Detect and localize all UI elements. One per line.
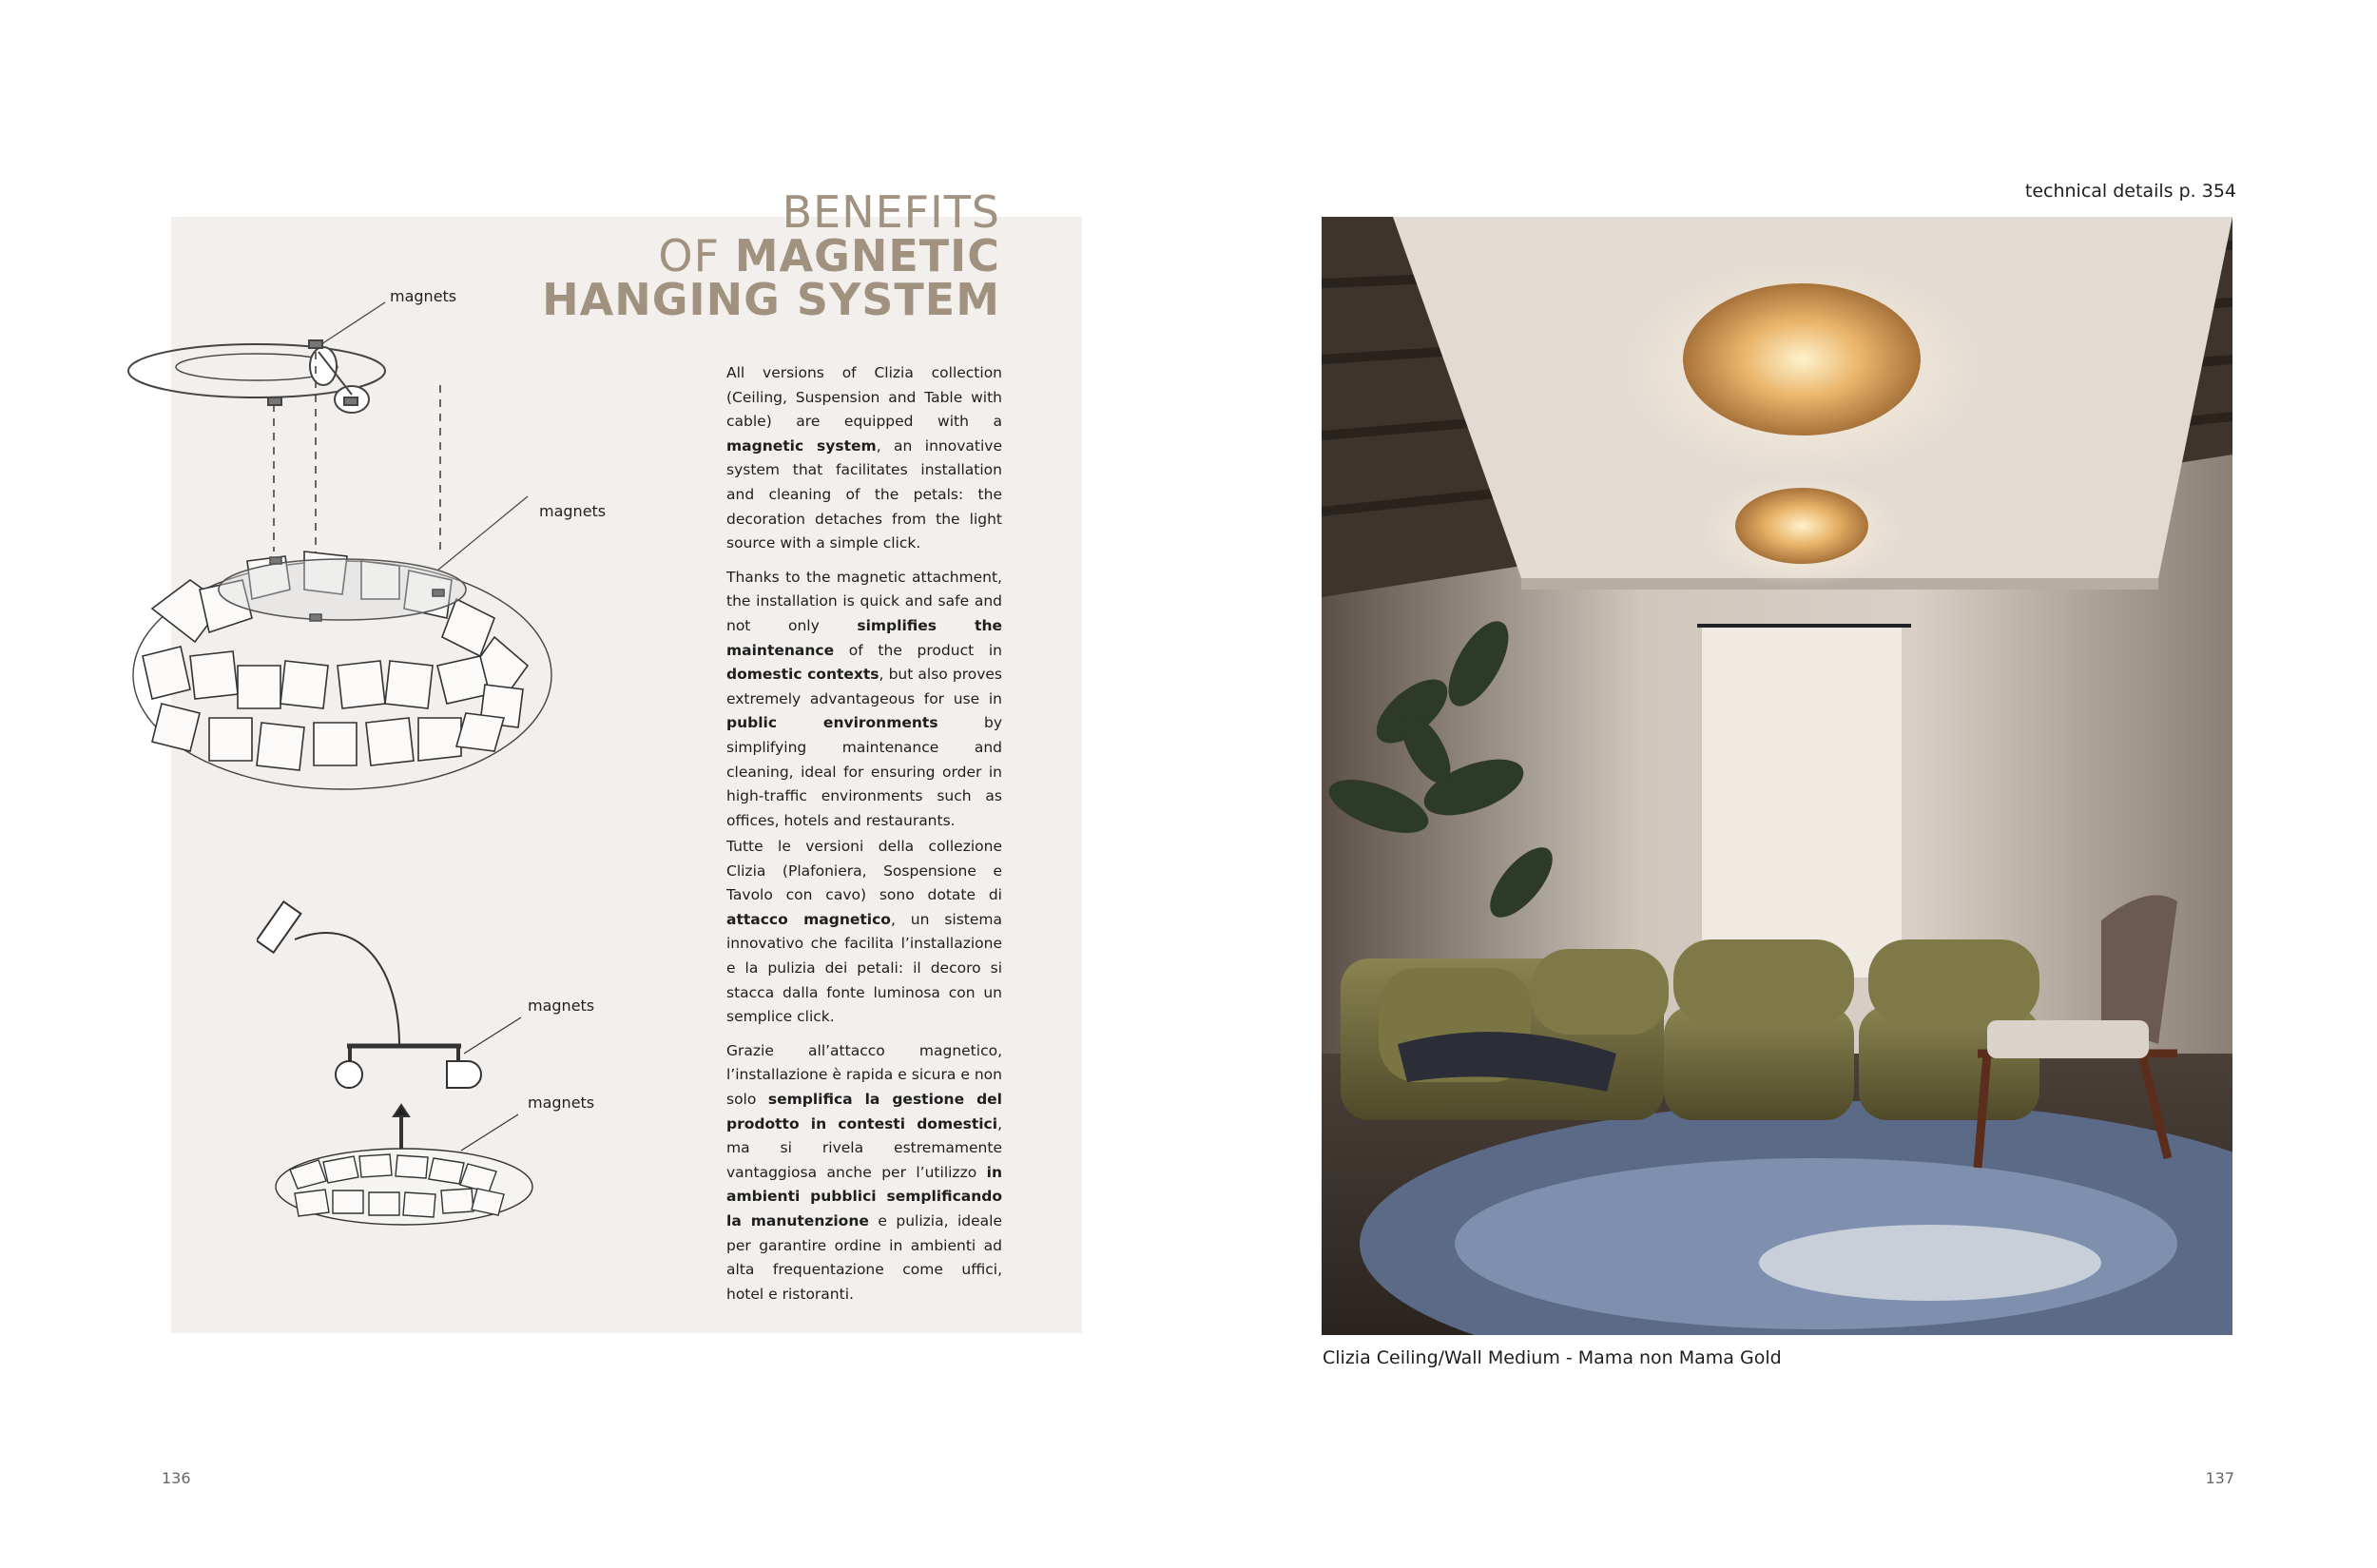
- text-run: of the product in: [834, 641, 1002, 659]
- bold-phrase: semplifica la gestione del prodotto in contesti domestici: [726, 1090, 1002, 1132]
- text-run: Tutte le versioni della collezione Clizia (Plafoniera, Sospensione e Tavolo con cavo) sono dotate di: [726, 838, 1002, 904]
- text-run: , un sistema innovativo che facilita l’installazione e la pulizia dei petali: il decoro si stacca dalla fonte luminosa con un semplice click.: [726, 910, 1002, 1026]
- page-number-left: 136: [162, 1469, 191, 1487]
- bold-phrase: simplifies the maintenance: [726, 616, 1002, 659]
- title-line-3: HANGING SYSTEM: [542, 274, 1000, 325]
- text-run: All versions of Clizia collection (Ceiling, Suspension and Table with cable) are equipped with a: [726, 364, 1002, 431]
- text-run: , but also proves extremely advantageous for use in: [726, 666, 1003, 707]
- callout-magnets-top-ring: magnets: [390, 287, 457, 305]
- bold-phrase: magnetic system: [726, 436, 877, 455]
- italian-description: [726, 835, 1002, 1316]
- suspension-exploded-diagram: [124, 276, 694, 808]
- text-run: Thanks to the magnetic attachment, the installation is quick and safe and not only: [726, 568, 1002, 634]
- callout-magnets-socket: magnets: [528, 997, 595, 1015]
- callout-magnets-shade-ring: magnets: [539, 502, 607, 520]
- english-paragraph-1: [726, 361, 1002, 556]
- bold-phrase: attacco magnetico: [726, 910, 891, 928]
- bold-phrase: domestic contexts: [726, 666, 879, 684]
- english-paragraph-2: [726, 566, 1002, 834]
- table-lamp-diagram: [257, 884, 561, 1236]
- callout-magnets-decor: magnets: [528, 1094, 595, 1112]
- text-run: , ma si rivela estremamente vantaggiosa anche per l’utilizzo: [726, 1114, 1002, 1181]
- title-line-2: OF MAGNETIC: [658, 230, 1000, 281]
- text-run: by simplifying maintenance and cleaning, ideal for ensuring order in high-traffic environments such as offices, hotels and restaurants.: [726, 714, 1002, 829]
- text-run: e pulizia, ideale per garantire ordine in ambienti ad alta frequentazione come uffici, hotel e ristoranti.: [726, 1211, 1003, 1303]
- italian-paragraph-1: [726, 835, 1002, 1030]
- bold-phrase: in ambienti pubblici semplificando la manutenzione: [726, 1163, 1002, 1229]
- technical-details-reference: technical details p. 354: [2024, 181, 2236, 202]
- text-run: , an innovative system that facilitates installation and cleaning of the petals: the decoration detaches from the light source with a simple click.: [726, 436, 1002, 552]
- text-run: Grazie all’attacco magnetico, l’installazione è rapida e sicura e non solo: [726, 1041, 1002, 1108]
- interior-photo: [1322, 217, 2232, 1335]
- title-line-1: BENEFITS: [782, 186, 1000, 238]
- english-description: [726, 361, 1002, 842]
- bold-phrase: public environments: [726, 714, 938, 732]
- photo-caption: Clizia Ceiling/Wall Medium - Mama non Mama Gold: [1323, 1347, 1782, 1368]
- page-number-right: 137: [2205, 1469, 2234, 1487]
- italian-paragraph-2: [726, 1039, 1002, 1307]
